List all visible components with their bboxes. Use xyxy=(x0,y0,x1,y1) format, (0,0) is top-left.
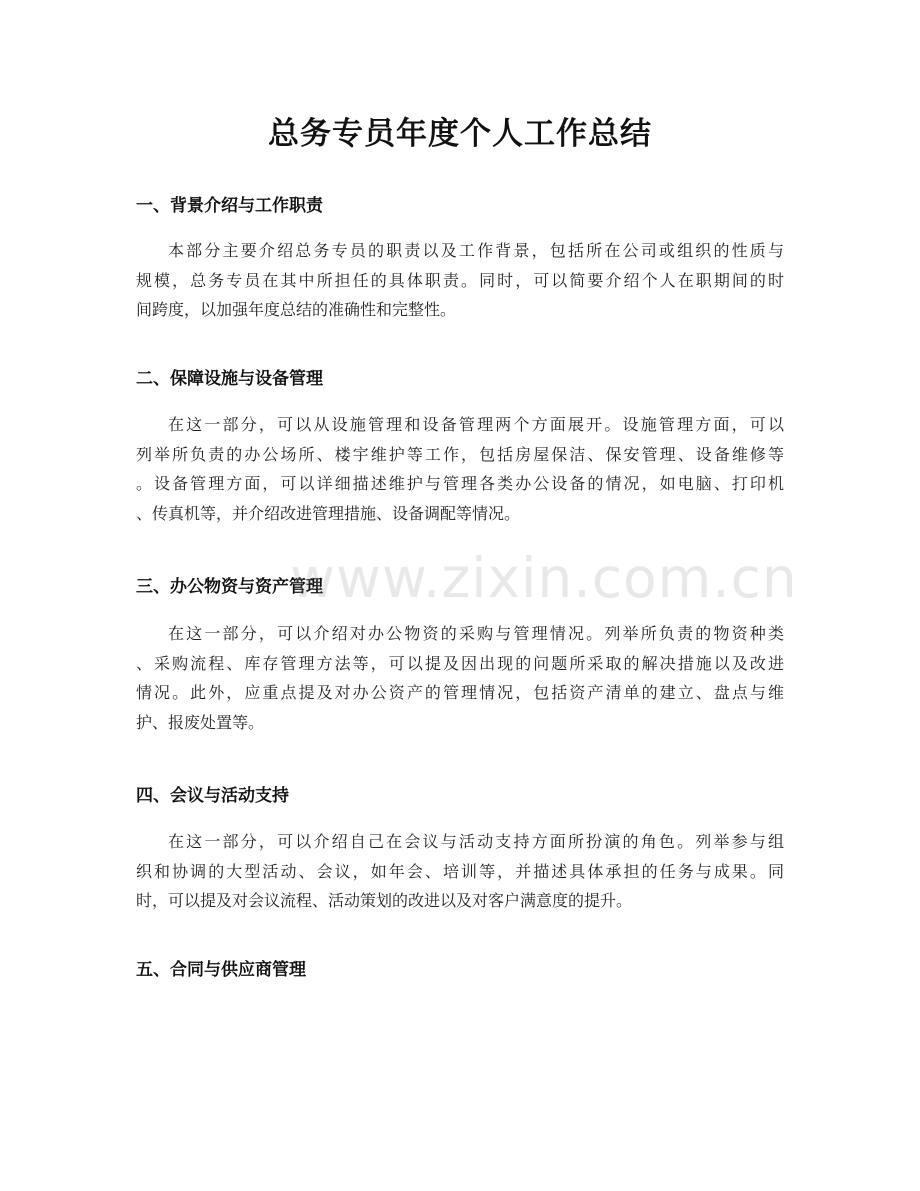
section-paragraph-background xyxy=(136,236,784,325)
watermark-text: www.zixin.com.cn xyxy=(290,546,798,610)
paragraph-line: 在这一部分，可以介绍自己在会议与活动支持方面所扮演的角色。列举参与组 xyxy=(168,832,784,851)
paragraph-line: 在这一部分，可以从设施管理和设备管理两个方面展开。设施管理方面，可以 xyxy=(168,415,784,434)
section-heading-facilities: 二、保障设施与设备管理 xyxy=(136,369,323,389)
paragraph-line: 、采购流程、库存管理方法等，可以提及因出现的问题所采取的解决措施以及改进 xyxy=(136,653,784,673)
paragraph-line: 间跨度，以加强年度总结的准确性和完整性。 xyxy=(136,300,457,319)
paragraph-line: 织和协调的大型活动、会议，如年会、培训等，并描述具体承担的任务与成果。同 xyxy=(136,861,784,881)
paragraph-line: 在这一部分，可以介绍对办公物资的采购与管理情况。列举所负责的物资种类 xyxy=(168,624,784,643)
section-heading-background: 一、背景介绍与工作职责 xyxy=(136,196,323,216)
section-paragraph-assets xyxy=(136,619,784,737)
paragraph-line: 列举所负责的办公场所、楼宇维护等工作，包括房屋保洁、保安管理、设备维修等 xyxy=(136,444,784,464)
section-paragraph-facilities xyxy=(136,410,784,528)
section-heading-contracts: 五、合同与供应商管理 xyxy=(136,960,306,980)
document-title: 总务专员年度个人工作总结 xyxy=(268,116,652,152)
paragraph-line: 。设备管理方面，可以详细描述维护与管理各类办公设备的情况，如电脑、打印机 xyxy=(136,474,784,493)
paragraph-line: 规模，总务专员在其中所担任的具体职责。同时，可以简要介绍个人在职期间的时 xyxy=(136,270,784,290)
paragraph-line: 本部分主要介绍总务专员的职责以及工作背景，包括所在公司或组织的性质与 xyxy=(168,241,784,260)
section-heading-meetings: 四、会议与活动支持 xyxy=(136,786,289,806)
section-paragraph-meetings xyxy=(136,827,784,916)
paragraph-line: 护、报废处置等。 xyxy=(136,712,265,732)
paragraph-line: 时，可以提及对会议流程、活动策划的改进以及对客户满意度的提升。 xyxy=(136,891,633,910)
paragraph-line: 情况。此外，应重点提及对办公资产的管理情况，包括资产清单的建立、盘点与维 xyxy=(136,683,784,702)
paragraph-line: 、传真机等，并介绍改进管理措施、设备调配等情况。 xyxy=(136,503,521,523)
section-heading-assets: 三、办公物资与资产管理 xyxy=(136,577,323,597)
